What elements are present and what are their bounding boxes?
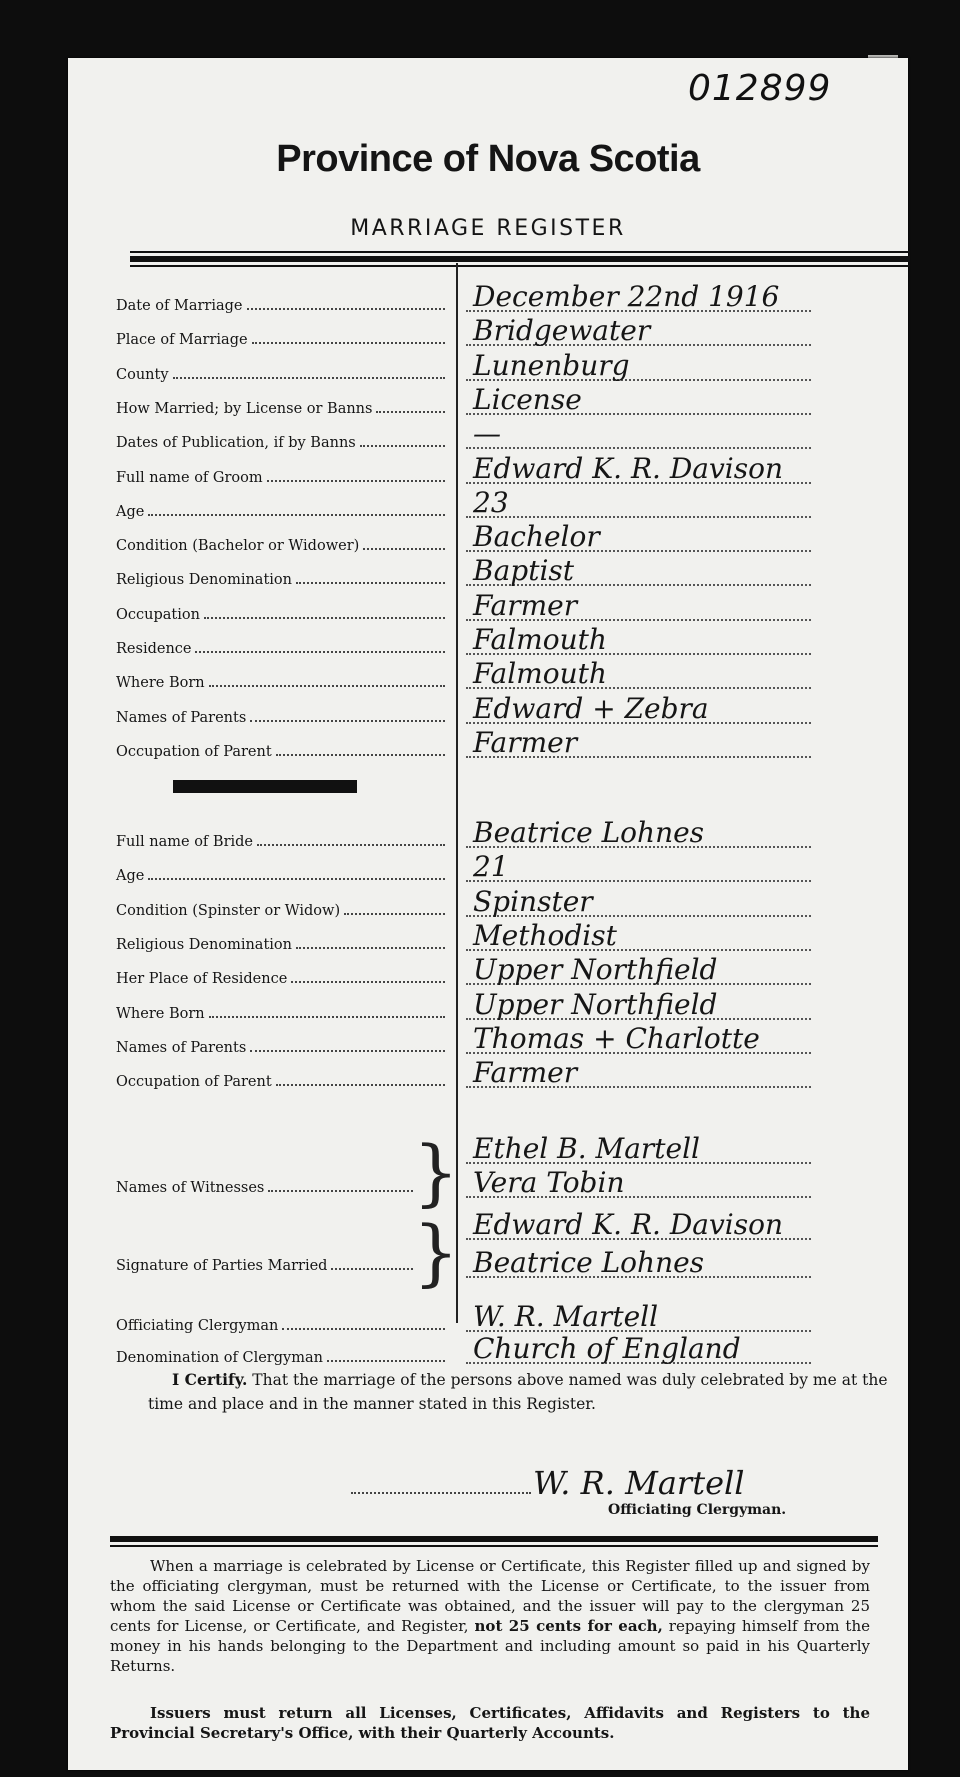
- groom-field-label: County: [116, 353, 448, 383]
- witness-1: Ethel B. Martell: [473, 1132, 701, 1165]
- groom-field-value: —: [473, 417, 501, 451]
- groom-field-value: License: [473, 382, 582, 416]
- bride-field-label: Age: [116, 854, 448, 884]
- bride-field-label: Religious Denomination: [116, 923, 448, 953]
- bride-field-label: Occupation of Parent: [116, 1060, 448, 1090]
- groom-field-value: Edward + Zebra: [473, 691, 709, 725]
- notice-footer-text: Issuers must return all Licenses, Certificates, Affidavits and Registers to the Provincial Secretary's Office, with their Quarterly Accounts.: [110, 1704, 870, 1742]
- groom-field-value: Lunenburg: [473, 348, 630, 382]
- groom-field-value: Bachelor: [473, 520, 600, 554]
- witness-1-line: [466, 1162, 811, 1164]
- witnesses-label: Names of Witnesses: [116, 1166, 416, 1196]
- document-title: Province of Nova Scotia: [276, 138, 700, 180]
- party-groom-signature: Edward K. R. Davison: [473, 1208, 784, 1241]
- signature-caption: Officiating Clergyman.: [608, 1502, 787, 1518]
- groom-field-label: How Married; by License or Banns: [116, 387, 448, 417]
- bride-field-value: Spinster: [473, 884, 593, 918]
- groom-field-label: Religious Denomination: [116, 558, 448, 588]
- section-separator-bar: [173, 780, 357, 793]
- bride-field-value: Upper Northfield: [473, 987, 718, 1021]
- groom-field-label: Full name of Groom: [116, 456, 448, 486]
- groom-field-value: Bridgewater: [473, 314, 651, 348]
- header-rule-thin-2: [130, 265, 910, 267]
- bride-field-value: Farmer: [473, 1056, 578, 1090]
- groom-field-label: Occupation: [116, 593, 448, 623]
- groom-field-value: Falmouth: [473, 623, 607, 656]
- bride-field-value: Thomas + Charlotte: [473, 1021, 760, 1055]
- notice-rule-thick: [110, 1536, 878, 1542]
- clergy-field-label: Denomination of Clergyman: [116, 1336, 448, 1366]
- bride-field-value: Upper Northfield: [473, 953, 718, 987]
- certificate-text: That the marriage of the persons above named was duly celebrated by me at the time and place and in the manner stated in this Register.: [148, 1371, 888, 1413]
- notice-footer: [110, 1703, 870, 1743]
- groom-field-label: Occupation of Parent: [116, 730, 448, 760]
- groom-field-value: Falmouth: [473, 657, 607, 691]
- document-subtitle: MARRIAGE REGISTER: [350, 216, 626, 241]
- notice-rule-thin: [110, 1545, 878, 1547]
- groom-field-label: Date of Marriage: [116, 284, 448, 314]
- certificate-lead: I Certify.: [172, 1370, 248, 1389]
- groom-field-label: Condition (Bachelor or Widower): [116, 524, 448, 554]
- groom-field-label: Dates of Publication, if by Banns: [116, 421, 448, 451]
- groom-field-value: Baptist: [473, 554, 575, 588]
- witness-2-line: [466, 1196, 811, 1198]
- parties-brace: }: [413, 1210, 459, 1294]
- certificate-statement: [148, 1368, 888, 1416]
- notice-text-bold: not 25 cents for each,: [474, 1617, 663, 1635]
- groom-field-label: Where Born: [116, 661, 448, 691]
- clergy-field-value: Church of England: [473, 1332, 741, 1365]
- witnesses-brace: }: [413, 1130, 459, 1214]
- bride-field-label: Her Place of Residence: [116, 957, 448, 987]
- bride-field-value: Methodist: [473, 918, 617, 952]
- clergy-field-value: W. R. Martell: [473, 1300, 659, 1333]
- header-rule-thin: [130, 251, 910, 253]
- groom-field-label: Age: [116, 490, 448, 520]
- header-rule-thick: [130, 256, 910, 262]
- clergy-signature: W. R. Martell: [533, 1464, 745, 1502]
- notice-text-b: repaying himself from the money in his hands belonging to the Department and including amount so paid in his Quarterly Returns.: [110, 1617, 870, 1675]
- witness-2: Vera Tobin: [473, 1166, 625, 1199]
- groom-field-value: Farmer: [473, 588, 578, 622]
- bride-field-label: Full name of Bride: [116, 820, 448, 850]
- clergy-field-label: Officiating Clergyman: [116, 1304, 448, 1334]
- groom-field-label: Residence: [116, 627, 448, 657]
- signature-line: [351, 1492, 531, 1494]
- bride-field-value: Beatrice Lohnes: [473, 816, 705, 849]
- party-groom-line: [466, 1238, 811, 1240]
- notice-paragraph: [110, 1556, 870, 1676]
- groom-field-value: 23: [473, 485, 509, 519]
- party-bride-signature: Beatrice Lohnes: [473, 1246, 705, 1279]
- bride-field-label: Names of Parents: [116, 1026, 448, 1056]
- groom-field-value: Edward K. R. Davison: [473, 451, 784, 485]
- notice-text-a: When a marriage is celebrated by License or Certificate, this Register filled up and signed by the officiating clergyman, must be returned with the License or Certificate, to the issuer from whom the said License or Certificate was obtained, and the issuer will pay to the clergyman 25 cents for License, or Certificate, and Register,: [110, 1557, 870, 1635]
- bride-field-value: 21: [473, 850, 509, 884]
- bride-field-label: Where Born: [116, 992, 448, 1022]
- marriage-register-form: [68, 58, 908, 1770]
- groom-field-label: Names of Parents: [116, 696, 448, 726]
- groom-field-value: December 22nd 1916: [473, 280, 780, 313]
- groom-field-label: Place of Marriage: [116, 318, 448, 348]
- parties-label: Signature of Parties Married: [116, 1244, 416, 1274]
- register-number: 012899: [688, 68, 832, 109]
- groom-field-value: Farmer: [473, 725, 578, 759]
- bride-field-label: Condition (Spinster or Widow): [116, 889, 448, 919]
- party-bride-line: [466, 1276, 811, 1278]
